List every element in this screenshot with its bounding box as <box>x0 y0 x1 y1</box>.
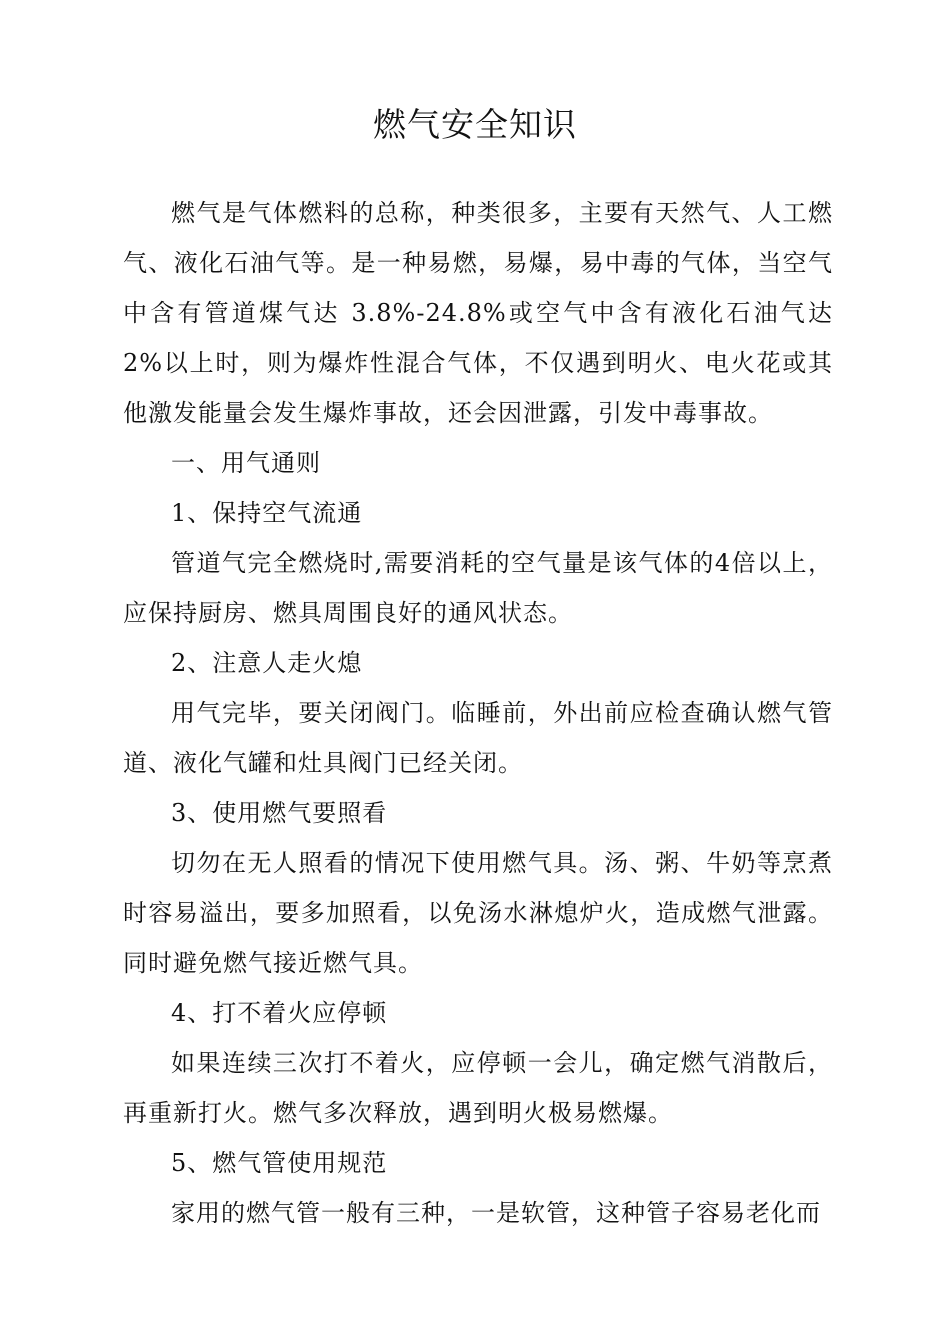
paragraph-ignition-pause: 如果连续三次打不着火，应停顿一会儿，确定燃气消散后，再重新打火。燃气多次释放，遇到明火极易燃爆。 <box>123 1049 833 1127</box>
document-title: 燃气安全知识 <box>373 105 577 144</box>
subheading-gas-hose: 5、燃气管使用规范 <box>171 1149 388 1177</box>
paragraph-turn-off: 用气完毕，要关闭阀门。临睡前，外出前应检查确认燃气管道、液化气罐和灶具阀门已经关闭。 <box>123 699 833 777</box>
subheading-ignition-pause: 4、打不着火应停顿 <box>171 999 388 1027</box>
paragraph-ventilation: 管道气完全燃烧时,需要消耗的空气量是该气体的4倍以上，应保持厨房、燃具周围良好的通风状态。 <box>123 549 833 627</box>
paragraph-supervise: 切勿在无人照看的情况下使用燃气具。汤、粥、牛奶等烹煮时容易溢出，要多加照看，以免汤水淋熄炉火，造成燃气泄露。同时避免燃气接近燃气具。 <box>123 849 833 977</box>
paragraph-intro: 燃气是气体燃料的总称，种类很多，主要有天然气、人工燃气、液化石油气等。是一种易燃，易爆，易中毒的气体，当空气中含有管道煤气达 3.8%-24.8%或空气中含有液化石油气达 2%以上时，则为爆炸性混合气体，不仅遇到明火、电火花或其他激发能量会发生爆炸事故，还会因泄露，引发中毒事故。 <box>123 199 833 427</box>
subheading-ventilation: 1、保持空气流通 <box>171 499 363 527</box>
subheading-turn-off: 2、注意人走火熄 <box>171 649 363 677</box>
paragraph-gas-hose: 家用的燃气管一般有三种，一是软管，这种管子容易老化而 <box>171 1199 821 1227</box>
subheading-supervise: 3、使用燃气要照看 <box>171 799 388 827</box>
section-heading-general-rules: 一、用气通则 <box>171 449 321 477</box>
document-body <box>123 188 833 1238</box>
